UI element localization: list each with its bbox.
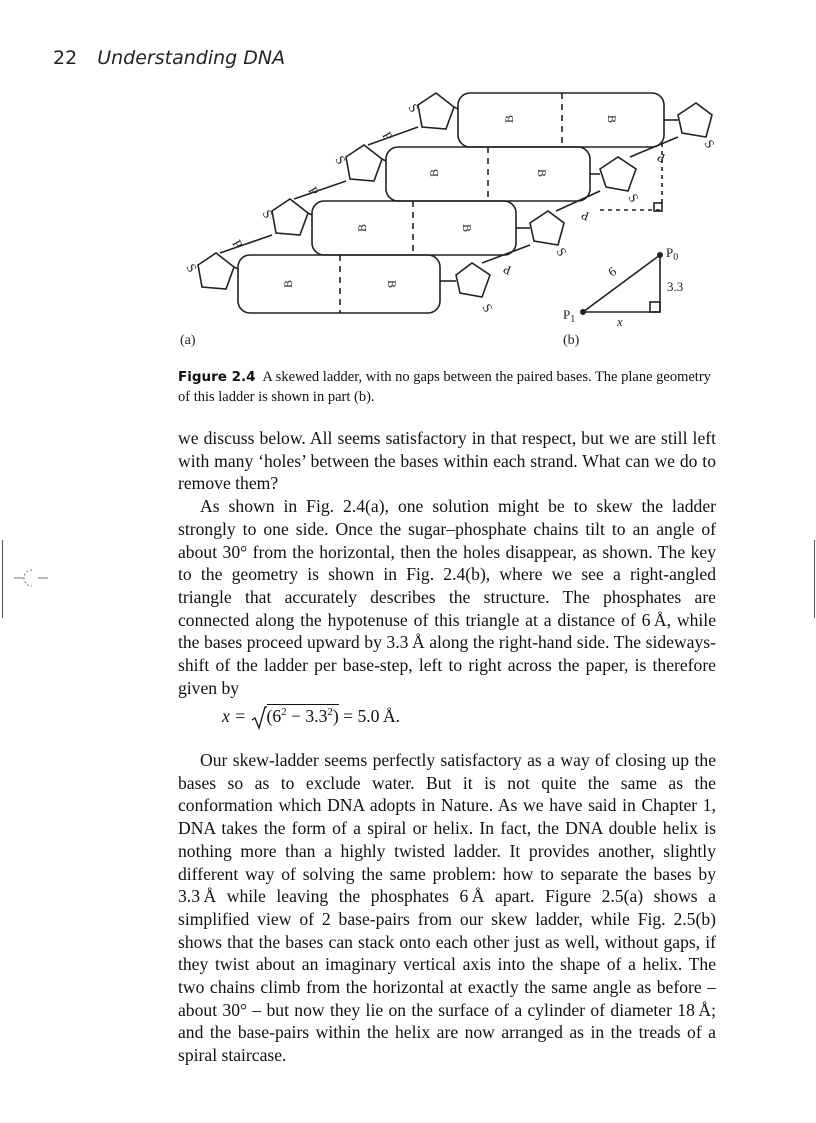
paragraph: Our skew-ladder seems perfectly satisfactory as a way of closing up the bases so as to exclude water. But it is not quite the same as the conformation which DNA adopts in Nature. As we have said in Chapter 1, DNA takes the form of a spiral or helix. In fact, the DNA double helix is nothing more than a highly twisted ladder. It provides another, slightly different way of solving the same problem: how to separate the bases by 3.3 Å while leaving the phosphates 6 Å apart. Figure 2.5(a) shows a simplified view of 2 base-pairs from our skew ladder, while Fig. 2.5(b) shows that the bases can stack onto each other just as well, without gaps, if they twist about an imaginary vertical axis into the shape of a helix. The two chains climb from the horizontal at exactly the same angle as before – about 30° – but now they lie on the surface of a cylinder of diameter 18 Å; and the base-pairs within the helix are now arranged as in the treads of a spiral staircase. [178,750,716,1066]
base-label: B [535,168,549,178]
figure-caption [178,367,718,407]
geometry-triangle [581,253,662,314]
base-pair-rung-3 [386,147,590,201]
page-number: 22 [53,47,78,69]
equation-lhs: x = [222,706,247,727]
equation [222,706,400,730]
left-margin-rule [2,540,3,618]
equation-exp1: 2 [281,706,287,719]
left-sugar-pentagon [198,253,234,289]
horizontal-side-label: x [617,314,623,329]
equation-minus: − 3.3 [286,706,328,727]
sugar-label: S [332,153,350,167]
phosphate-label: P [655,149,668,167]
phosphate-label: P [305,184,323,198]
sugar-label: S [479,301,497,315]
sugar-label: S [625,191,643,205]
running-title: Understanding DNA [97,47,286,69]
point-p1-label: $P_1$ [563,307,576,325]
figure-2-4 [160,85,720,360]
base-label: B [605,114,619,124]
equation-close: ) [332,706,339,727]
phosphate-label: P [379,129,397,143]
base-label: B [281,279,295,289]
right-margin-rule [814,540,815,618]
sugar-label: S [259,207,277,221]
right-sugar-pentagon [530,211,564,245]
left-sugar-pentagon [272,199,308,235]
paragraph: As shown in Fig. 2.4(a), one solution might be to skew the ladder strongly to one side. Once the sugar–phosphate chains tilt to an angle of about 30° from the horizontal, then the holes disappear, as shown. The key to the geometry is shown in Fig. 2.4(b), where we see a right-angled triangle that accurately describes the structure. The phosphates are connected along the hypotenuse of this triangle at a distance of 6 Å, while the bases proceed upward by 3.3 Å along the right-hand side. The sideways-shift of the ladder per base-step, left to right across the paper, is therefore given by [178,496,716,698]
part-a-label: (a) [180,333,196,348]
base-label: B [427,168,441,178]
square-root-sign [251,706,267,730]
paragraph: we discuss below. All seems satisfactory in that respect, but we are still left with many ‘holes’ between the bases within each strand. What can we do to remove them? [178,428,716,494]
equation-term1: (6 [266,706,282,727]
right-sugar-pentagon [600,157,636,191]
base-pair-rung-2 [312,201,516,255]
hypotenuse-label: 6 [605,263,620,280]
left-sugar-pentagon [346,145,382,181]
equation-exp2: 2 [327,706,333,719]
base-pair-rung-1 [238,255,440,313]
phosphate-label: P [229,237,247,251]
base-label: B [385,279,399,289]
base-label: B [355,223,369,233]
right-sugar-pentagon [456,263,490,297]
sugar-label: S [183,261,201,275]
base-label: B [502,114,516,124]
base-label: B [460,223,474,233]
base-pair-rung-4 [458,93,664,147]
figure-caption-text: A skewed ladder, with no gaps between the paired bases. The plane geometry of this ladder is shown in part (b). [178,369,711,405]
body-text-top [178,427,716,699]
running-header [53,47,285,69]
sugar-label: S [405,101,423,115]
vertical-side-label: 3.3 [667,279,684,294]
figure-caption-label: Figure 2.4 [178,369,256,385]
equation-result: = 5.0 Å. [338,706,401,727]
right-sugar-pentagon [678,103,712,137]
sugar-label: S [553,245,571,259]
body-text-bottom [178,749,716,1067]
point-p0-label: $P_0$ [666,245,679,263]
phosphate-label: P [501,261,514,279]
crop-mark [14,566,50,590]
part-b-label: (b) [563,333,580,348]
sugar-label: S [701,137,719,151]
phosphate-label: P [579,207,592,225]
left-sugar-pentagon [418,93,454,129]
